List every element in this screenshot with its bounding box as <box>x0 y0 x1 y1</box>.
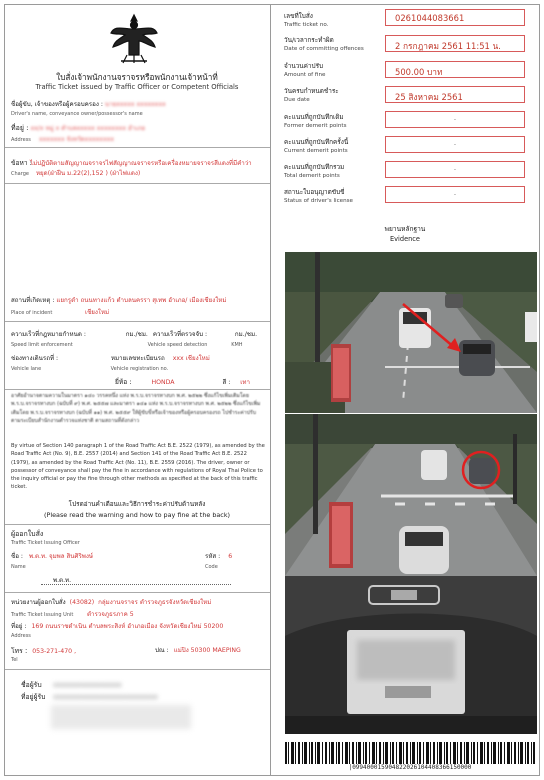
fine-amount-label-en: Amount of fine <box>284 72 326 78</box>
barcode-text: |099400015904822026104408366150000 <box>348 764 472 771</box>
evidence-title-english: Evidence <box>389 235 420 243</box>
driver-address-value-2: xxxxxxx จังหวัดxxxxxxxx <box>38 136 115 143</box>
garuda-emblem-icon <box>109 11 159 65</box>
evidence-title-thai: พยานหลักฐาน <box>384 225 426 233</box>
due-date-label: วันครบกำหนดชำระ <box>284 87 339 95</box>
due-date-label-en: Due date <box>284 97 310 103</box>
registration-label-en: Vehicle registration no. <box>110 366 169 372</box>
divider <box>5 592 270 593</box>
offence-date-label-en: Date of committing offences <box>284 46 364 52</box>
license-status-label: สถานะใบอนุญาตขับขี่ <box>284 188 345 196</box>
officer-name-value: พ.ต.ท. จุมพล สินศิริพงษ์ <box>28 553 93 560</box>
due-date-value: 25 สิงหาคม 2561 <box>385 86 525 103</box>
current-points-field <box>284 137 348 154</box>
charge-row-2 <box>11 168 140 178</box>
unit-post-value: แม่ปิง 50300 MAEPING <box>173 647 241 654</box>
driver-address-label: ที่อยู่ : <box>11 124 29 132</box>
speed-detected-label: ความเร็วที่ตรวจจับ : <box>152 331 208 338</box>
officer-signature-line <box>41 575 231 585</box>
unit-post-label: ปณ : <box>155 647 169 654</box>
color-label: สี : <box>222 379 231 386</box>
receiver-address-blurred <box>51 705 191 729</box>
fine-amount-label: จำนวนค่าปรับ <box>284 62 324 70</box>
unit-value: กลุ่มงานจราจร ตำรวจภูธรจังหวัดเชียงใหม่ <box>98 599 212 606</box>
driver-address-row <box>11 123 145 134</box>
license-status-field <box>284 187 353 204</box>
officer-label-en: Traffic Ticket Issuing Officer <box>11 540 80 546</box>
speed-detected-label-en: Vehicle speed detection <box>147 342 208 348</box>
place-row <box>11 295 226 305</box>
evidence-photo-plate <box>285 576 537 734</box>
speed-row-en <box>11 342 243 348</box>
license-status-label-en: Status of driver's license <box>284 198 353 204</box>
unit-address-value: 169 ถนนราชดำเนิน ตำบลพระสิงห์ อำเภอเมือง จังหวัดเชียงใหม่ 50200 <box>31 623 224 630</box>
speed-limit-label: ความเร็วที่กฎหมายกำหนด : <box>11 331 86 338</box>
unit-tel-en: Tel <box>11 657 18 663</box>
brand-value: HONDA <box>151 379 175 386</box>
charge-row <box>11 157 252 168</box>
speed-row <box>11 329 257 339</box>
officer-name-label: ชื่อ : <box>11 553 23 560</box>
offence-date-value: 2 กรกฎาคม 2561 11:51 น. <box>385 35 525 52</box>
speed-limit-unit: กม./ชม. <box>125 331 148 338</box>
unit-address-label-en: Address <box>11 633 31 639</box>
lane-label: ช่องทางเดินรถที่ : <box>11 355 59 362</box>
divider <box>5 389 270 390</box>
current-points-value: - <box>385 136 525 153</box>
divider <box>5 669 270 670</box>
unit-label: หน่วยงานผู้ออกใบสั่ง <box>11 599 66 606</box>
driver-name-label: ชื่อผู้ขับ, เจ้าของหรือผู้ครอบครอง : <box>11 101 103 108</box>
former-points-value: - <box>385 111 525 128</box>
former-points-label-en: Former demerit points <box>284 123 347 129</box>
current-points-label: คะแนนที่ถูกบันทึกครั้งนี้ <box>284 138 349 146</box>
unit-address-row <box>11 621 223 631</box>
driver-address-label-en: Address <box>11 137 31 143</box>
barcode-icon <box>285 742 535 764</box>
total-points-label: คะแนนที่ถูกบันทึกรวม <box>284 163 345 171</box>
lane-label-en: Vehicle lane <box>11 366 42 372</box>
driver-address-row-2 <box>11 134 114 144</box>
driver-name-row <box>11 99 166 109</box>
warning-thai: โปรดอ่านคำเตือนและวิธีการชำระค่าปรับด้านหลัง <box>68 500 206 508</box>
officer-signature: พ.ต.ท. <box>53 577 72 584</box>
registration-label: หมายเลขทะเบียนรถ <box>110 355 165 362</box>
officer-code-label: รหัส : <box>205 553 221 560</box>
driver-address-value: xx/x หมู่ x ตำบลxxxxx xxxxxxxx อำเภอ <box>30 125 146 132</box>
receiver-name-label: ชื่อผู้รับ <box>21 681 42 689</box>
registration-value: xxx เชียงใหม่ <box>172 355 210 362</box>
charge-value: ไม่ปฏิบัติตามสัญญาณจราจรไฟสัญญาณจราจรหรือเครื่องหมายจราจรสีแดงที่มีคำว่า <box>29 160 252 167</box>
unit-sub-value: ตำรวจภูธรภาค 5 <box>86 611 134 618</box>
unit-row-2 <box>11 609 134 619</box>
ticket-no-field <box>284 11 329 28</box>
place-value-2: เชียงใหม่ <box>84 309 110 316</box>
officer-code-en: Code <box>205 564 218 570</box>
receiver-address-row <box>21 691 158 702</box>
vehicle-brand-row <box>115 376 250 387</box>
officer-code-value: 6 <box>228 553 233 560</box>
fine-amount-value: 500.00 บาท <box>385 61 525 78</box>
current-points-label-en: Current demerit points <box>284 148 348 154</box>
charge-value-2: หยุด(ฝ่าฝืน ม.22(2),152 ) (ฝ่าไฟแดง) <box>35 170 141 177</box>
unit-row <box>11 597 211 607</box>
speed-detected-unit: กม./ชม. <box>234 331 258 338</box>
vehicle-row-en <box>11 366 168 372</box>
divider <box>5 321 270 322</box>
receiver-name-value: xxxxxxxxxxxxxxxxx <box>53 681 122 689</box>
ticket-no-label-en: Traffic ticket no. <box>284 22 329 28</box>
evidence-photo-1 <box>285 252 537 413</box>
place-label: สถานที่เกิดเหตุ : <box>11 297 55 304</box>
officer-name-en: Name <box>11 564 26 570</box>
total-points-field <box>284 162 344 179</box>
charge-label-en: Charge <box>11 171 29 177</box>
ticket-no-value: 0261044083661 <box>385 9 525 26</box>
evidence-photo-2 <box>285 414 537 576</box>
former-points-field <box>284 112 347 129</box>
officer-label: ผู้ออกใบสั่ง <box>11 530 44 538</box>
charge-label: ข้อหา : <box>11 159 32 167</box>
former-points-label: คะแนนที่ถูกบันทึกเดิม <box>284 113 344 121</box>
license-status-value: - <box>385 186 525 203</box>
divider <box>5 183 270 184</box>
ticket-title-thai: ใบสั่งเจ้าพนักงานจราจรหรือพนักงานเจ้าหน้าที่ <box>56 72 218 82</box>
divider <box>5 147 270 148</box>
left-column <box>5 5 269 775</box>
color-value: เทา <box>240 379 250 386</box>
place-row-2 <box>11 307 109 317</box>
ticket-title-english: Traffic Ticket issued by Traffic Officer or Competent Officials <box>35 83 239 91</box>
unit-tel-row <box>11 645 76 656</box>
due-date-field <box>284 86 339 103</box>
brand-label: ยี่ห้อ : <box>115 378 132 386</box>
speed-limit-label-en: Speed limit enforcement <box>11 342 73 348</box>
vehicle-row <box>11 353 210 363</box>
ticket-no-label: เลขที่ใบสั่ง <box>284 12 313 20</box>
officer-name-row <box>11 551 93 561</box>
unit-address-label: ที่อยู่ : <box>11 623 27 630</box>
driver-name-value: นายxxxxx xxxxxxxx <box>104 101 166 108</box>
fine-amount-field <box>284 61 325 78</box>
unit-post-row <box>155 645 241 655</box>
receiver-address-value: xxxxxxxxxxxxxxxxxxxxxxxxxx <box>53 693 158 701</box>
offence-date-label: วัน/เวลากระทำผิด <box>284 36 334 44</box>
unit-tel-label: โทร : <box>11 647 28 655</box>
place-value: แยกรูดำ ถนนทางแก้ว ตำบลนครรา สุเทพ อำเภอ/ เมืองเชียงใหม่ <box>56 297 227 304</box>
unit-tel-value: 053-271-470 , <box>32 648 77 655</box>
total-points-value: - <box>385 161 525 178</box>
speed-unit-en: KMH <box>231 342 243 348</box>
legal-text-thai: อาศัยอำนาจตามความในมาตรา ๑๔๐ วรรคหนึ่ง แห่ง พ.ร.บ.จราจรทางบก พ.ศ. ๒๕๒๒ ซึ่งแก้ไขเพิ่มเติมโดย พ.ร.บ.จราจรทางบก (ฉบับที่ ๙) พ.ศ. ๒๕๕๗ และมาตรา ๑๔๑ แห่ง พ.ร.บ.จราจรทางบก พ.ศ. ๒๕๒๒ ซึ่งแก้ไขเพิ่มเติมโดย พ.ร.บ.จราจรทางบก (ฉบับที่ ๑๑) พ.ศ. ๒๕๕๙ ให้ผู้ขับขี่หรือเจ้าของหรือผู้ครอบครองรถ ไปชำระค่าปรับตามระเบียบสำนักงานตำรวจแห่งชาติ ตามสถานที่ดังกล่าว <box>11 393 261 424</box>
unit-code: (43082) <box>69 599 95 606</box>
divider <box>5 524 270 525</box>
receiver-name-row <box>21 679 122 690</box>
offence-date-field <box>284 35 364 52</box>
receiver-address-label: ที่อยู่ผู้รับ <box>21 693 46 701</box>
driver-name-label-en: Driver's name, conveyance owner/possessor's name <box>11 111 143 117</box>
officer-code-row <box>205 551 232 561</box>
warning-english: (Please read the warning and how to pay fine at the back) <box>43 511 231 519</box>
unit-label-en: Traffic Ticket Issuing Unit <box>11 612 74 618</box>
right-column <box>271 5 539 775</box>
legal-text-english: By virtue of Section 140 paragraph 1 of the Road Traffic Act B.E. 2522 (1979), as amended by the Road Traffic Act (No. 9), B.E. 2557 (2014) and Section 141 of the Road Traffic Act B.E. 2522 (1979), as amended by the Road Traffic Act (No. 11), B.E. 2559 (2016). The driver, owner or possessor of conveyance shall pay the fine in accordance with regulations of Royal Thai Police to the inquiry official or pay the fine through other methods as specified at the back of this traffic ticket. <box>11 443 265 491</box>
place-label-en: Place of incident <box>11 310 53 316</box>
total-points-label-en: Total demerit points <box>284 173 340 179</box>
